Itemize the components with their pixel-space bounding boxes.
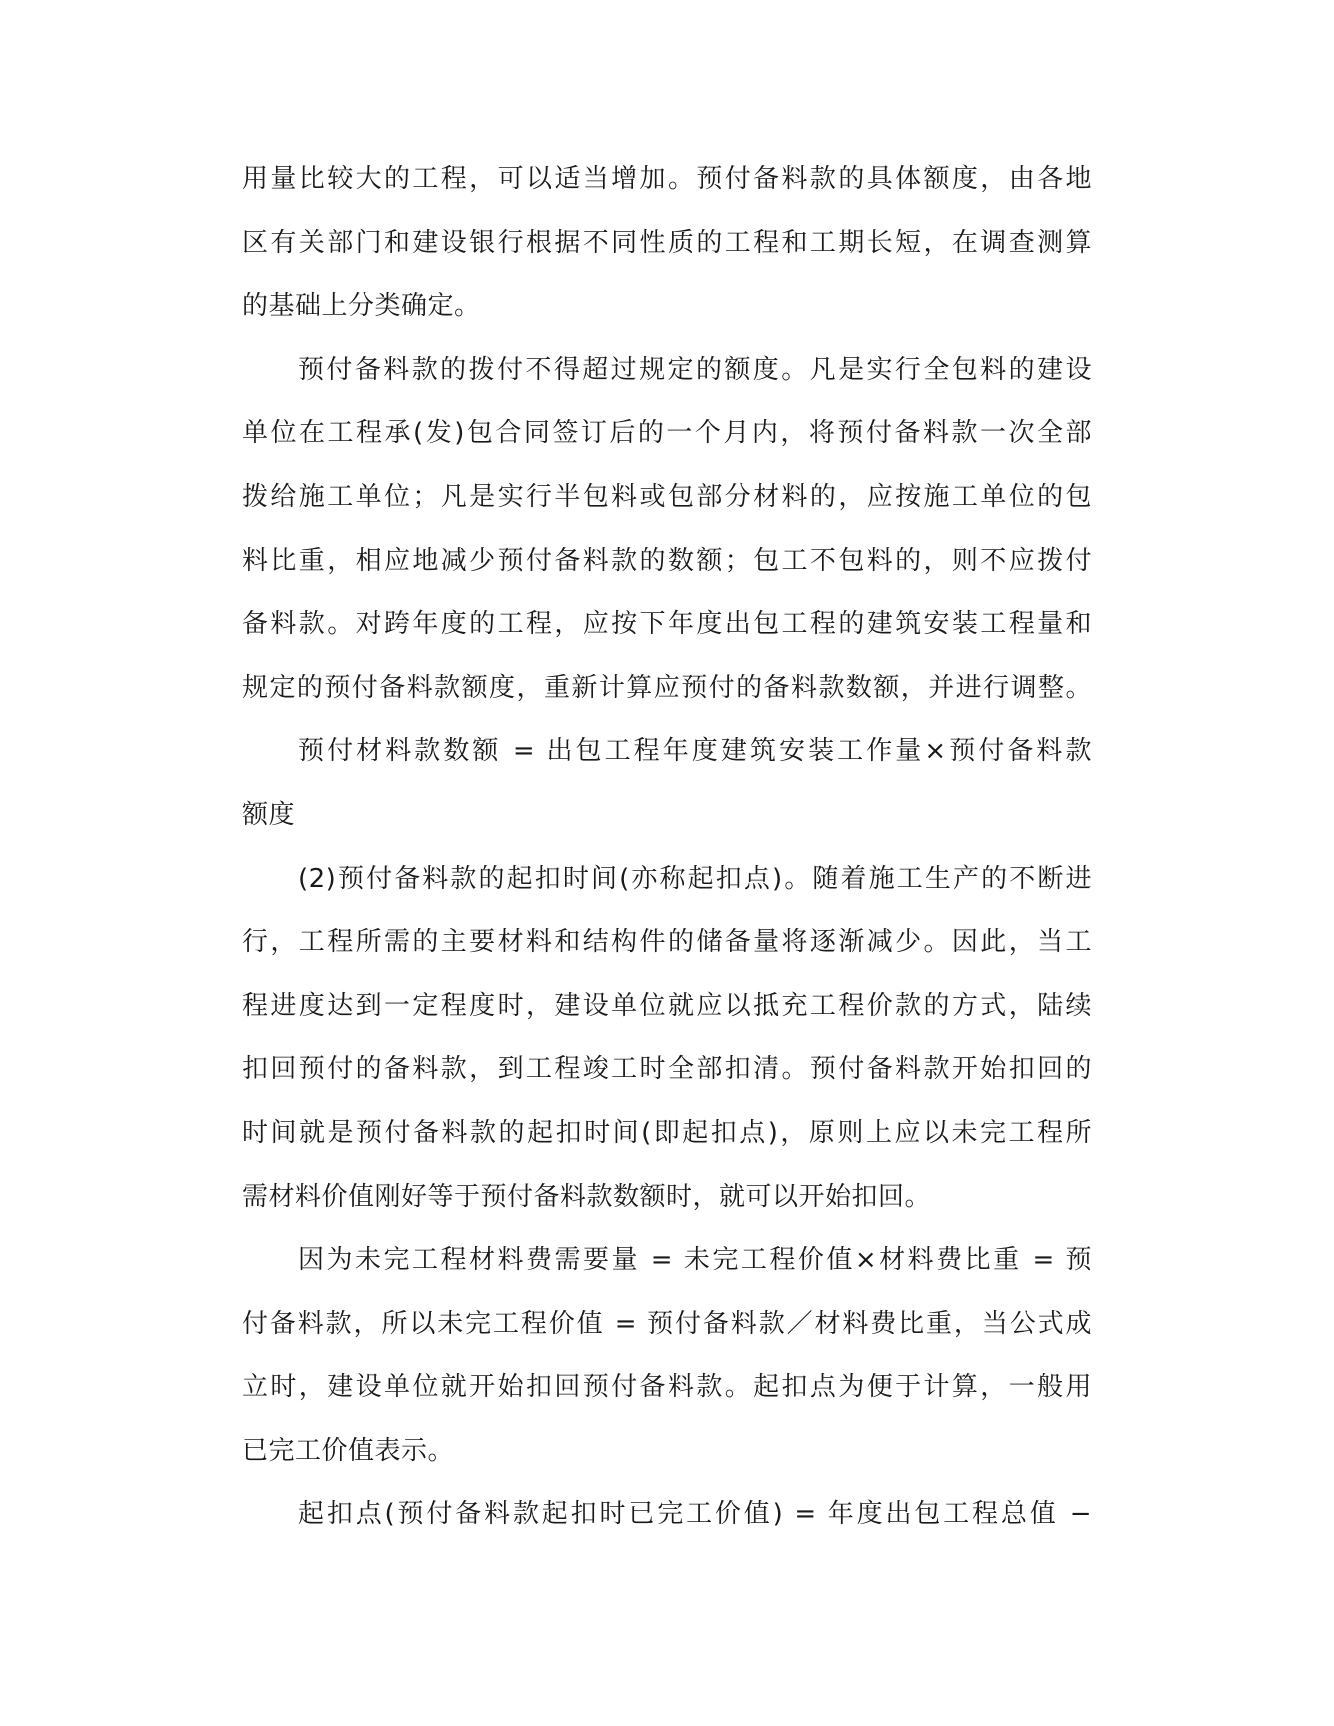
text-line: 预付备料款的拨付不得超过规定的额度。凡是实行全包料的建设 <box>298 354 1092 385</box>
text-line: 用量比较大的工程，可以适当增加。预付备料款的具体额度，由各地 <box>242 164 1092 194</box>
text-line: 的基础上分类确定。 <box>242 291 481 322</box>
document-page <box>242 148 1092 1547</box>
text-line: 时间就是预付备料款的起扣时间(即起扣点)，原则上应以未完工程所 <box>242 1117 1092 1148</box>
text-line: 料比重，相应地减少预付备料款的数额；包工不包料的，则不应拨付 <box>242 545 1092 576</box>
text-line: 扣回预付的备料款，到工程竣工时全部扣清。预付备料款开始扣回的 <box>242 1054 1092 1085</box>
text-line: 付备料款，所以未完工程价值 = 预付备料款／材料费比重，当公式成 <box>242 1308 1092 1339</box>
text-line: 规定的预付备料款额度，重新计算应预付的备料款数额，并进行调整。 <box>242 672 1092 703</box>
text-line: 拨给施工单位；凡是实行半包料或包部分材料的，应按施工单位的包 <box>242 481 1092 512</box>
text-line: 预付材料款数额 = 出包工程年度建筑安装工作量×预付备料款 <box>298 736 1092 767</box>
text-line: 因为未完工程材料费需要量 = 未完工程价值×材料费比重 = 预 <box>298 1245 1092 1276</box>
text-line: 需材料价值刚好等于预付备料款数额时，就可以开始扣回。 <box>242 1181 932 1212</box>
text-line: 程进度达到一定程度时，建设单位就应以抵充工程价款的方式，陆续 <box>242 990 1092 1021</box>
text-line: 已完工价值表示。 <box>242 1435 455 1466</box>
text-line: 备料款。对跨年度的工程，应按下年度出包工程的建筑安装工程量和 <box>242 609 1092 640</box>
text-line: 立时，建设单位就开始扣回预付备料款。起扣点为便于计算，一般用 <box>242 1372 1092 1403</box>
text-line: 行，工程所需的主要材料和结构件的储备量将逐渐减少。因此，当工 <box>242 927 1092 958</box>
text-line: (2)预付备料款的起扣时间(亦称起扣点)。随着施工生产的不断进 <box>298 863 1092 894</box>
text-line: 额度 <box>242 799 296 830</box>
text-line: 区有关部门和建设银行根据不同性质的工程和工期长短，在调查测算 <box>242 227 1092 258</box>
text-line: 单位在工程承(发)包合同签订后的一个月内，将预付备料款一次全部 <box>242 418 1092 449</box>
text-line: 起扣点(预付备料款起扣时已完工价值) = 年度出包工程总值 − <box>298 1499 1092 1530</box>
